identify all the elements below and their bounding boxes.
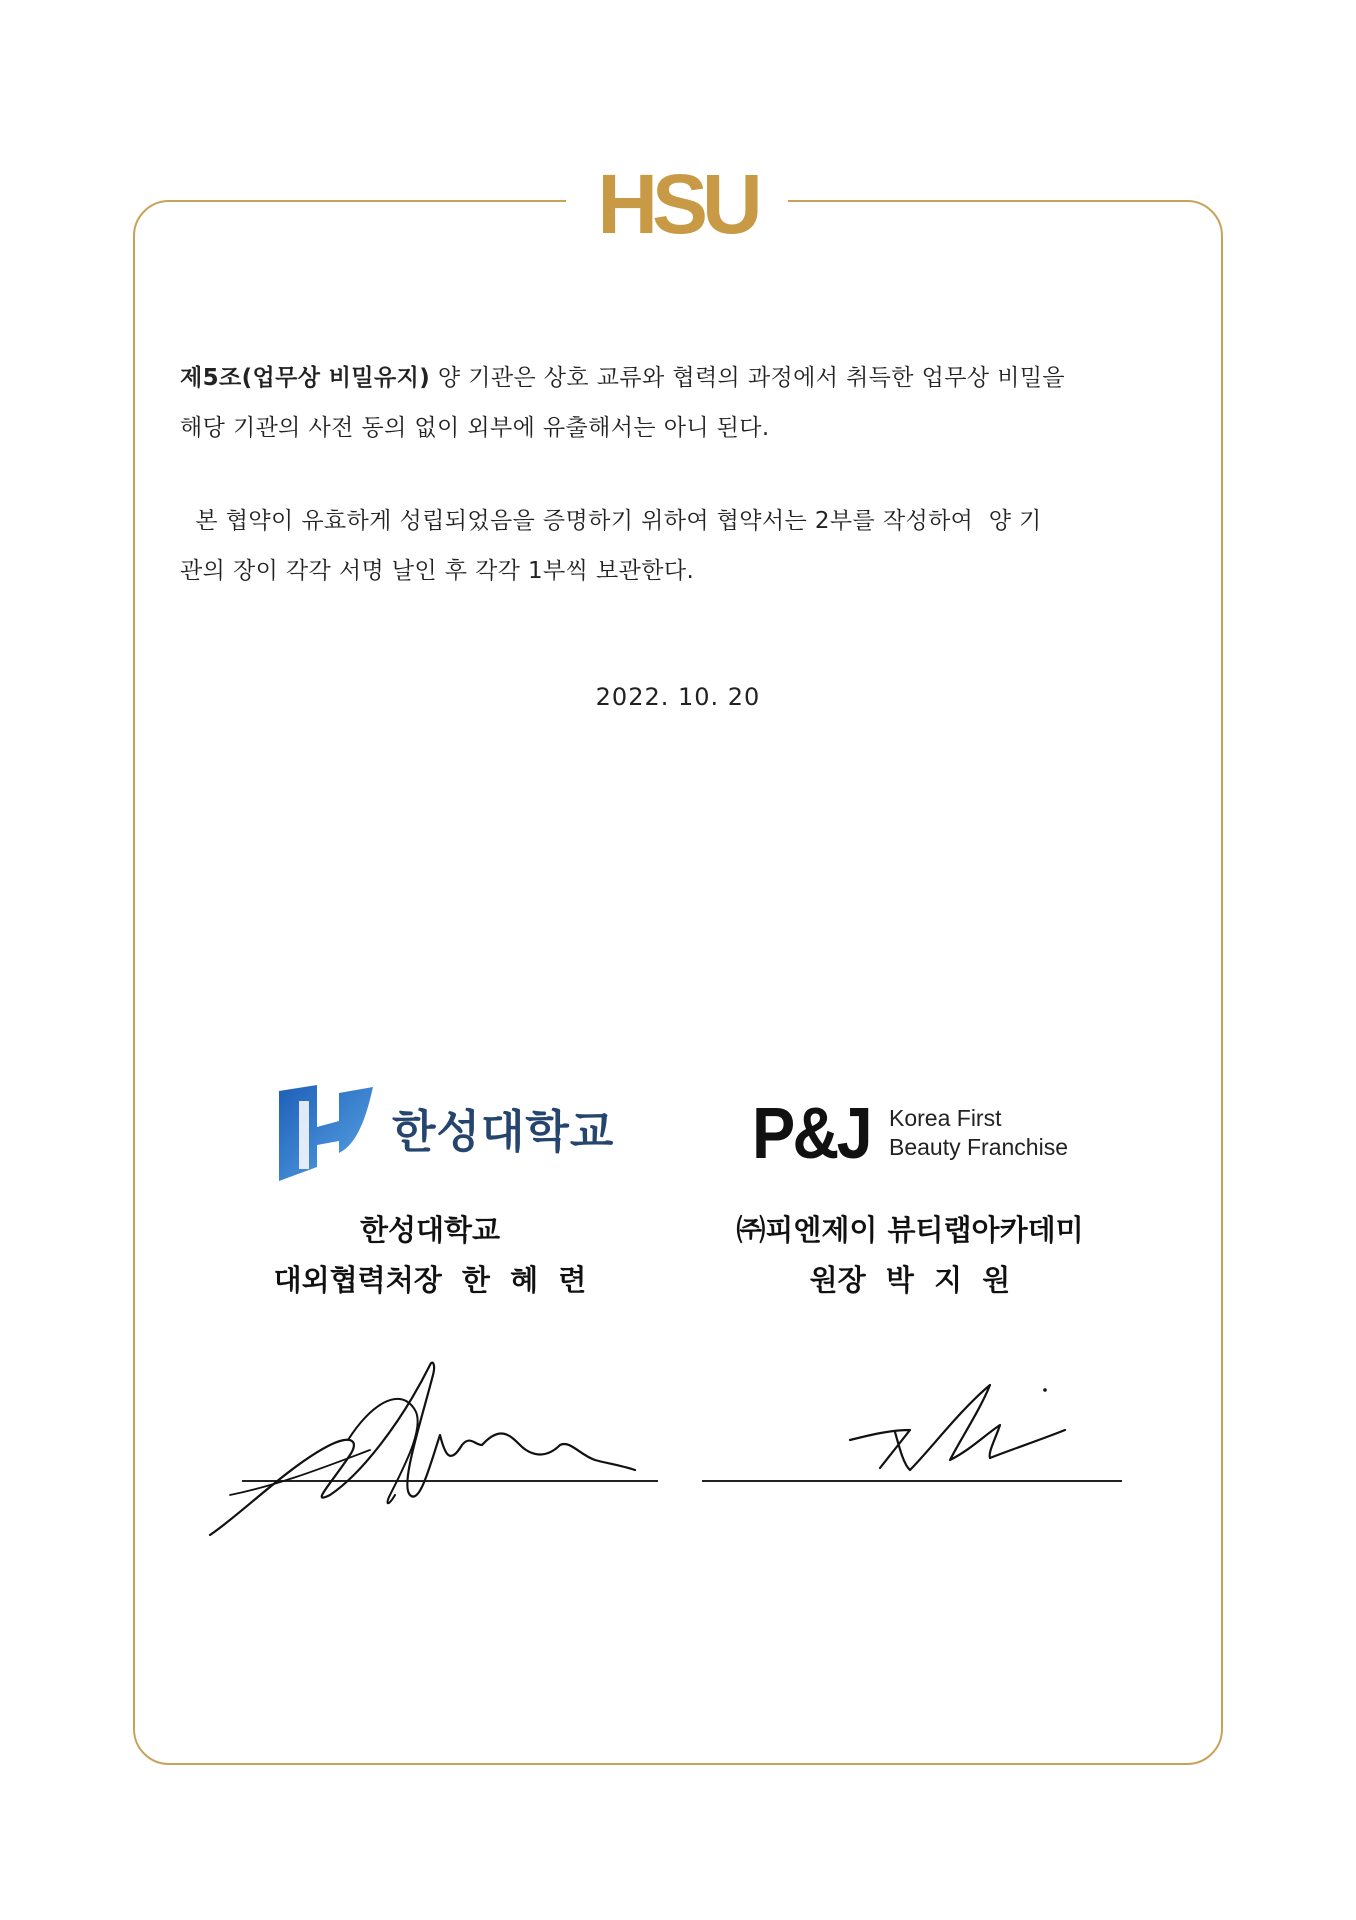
article-5-text-2: 해당 기관의 사전 동의 없이 외부에 유출해서는 아니 된다. bbox=[180, 415, 770, 441]
pj-tagline-2: Beauty Franchise bbox=[889, 1134, 1068, 1160]
closing-line-2: 관의 장이 각각 서명 날인 후 각각 1부씩 보관한다. bbox=[180, 558, 695, 584]
closing-line-1: 본 협약이 유효하게 성립되었음을 증명하기 위하여 협약서는 2부를 작성하여 양 기 bbox=[180, 508, 1042, 534]
closing-paragraph bbox=[180, 496, 1180, 596]
pj-tagline-1: Korea First bbox=[889, 1105, 1002, 1131]
agreement-date: 2022. 10. 20 bbox=[595, 683, 761, 711]
hansung-logo-icon bbox=[277, 1083, 377, 1183]
signer-hansung bbox=[200, 1205, 660, 1305]
article-5-text: 양 기관은 상호 교류와 협력의 과정에서 취득한 업무상 비밀을 bbox=[430, 365, 1066, 391]
signer-org: ㈜피엔제이 뷰티랩아카데미 bbox=[736, 1213, 1084, 1247]
signer-pj bbox=[680, 1205, 1140, 1305]
article-5-heading: 제5조(업무상 비밀유지) bbox=[180, 365, 431, 391]
signature-2 bbox=[840, 1370, 1100, 1490]
svg-text:HSU: HSU bbox=[597, 163, 757, 241]
signer-title: 대외협력처장 한 혜 련 bbox=[273, 1263, 587, 1297]
signature-1 bbox=[200, 1345, 660, 1545]
signer-org: 한성대학교 bbox=[359, 1213, 501, 1247]
pj-logo-tagline bbox=[889, 1104, 1089, 1162]
pj-logo-mark: P&J bbox=[752, 1094, 870, 1174]
hsu-logo bbox=[592, 163, 762, 241]
signer-title: 원장 박 지 원 bbox=[809, 1263, 1011, 1297]
pj-logo bbox=[752, 1094, 1068, 1174]
article-5 bbox=[180, 353, 1180, 453]
hansung-logo-text: 한성대학교 bbox=[392, 1105, 615, 1158]
